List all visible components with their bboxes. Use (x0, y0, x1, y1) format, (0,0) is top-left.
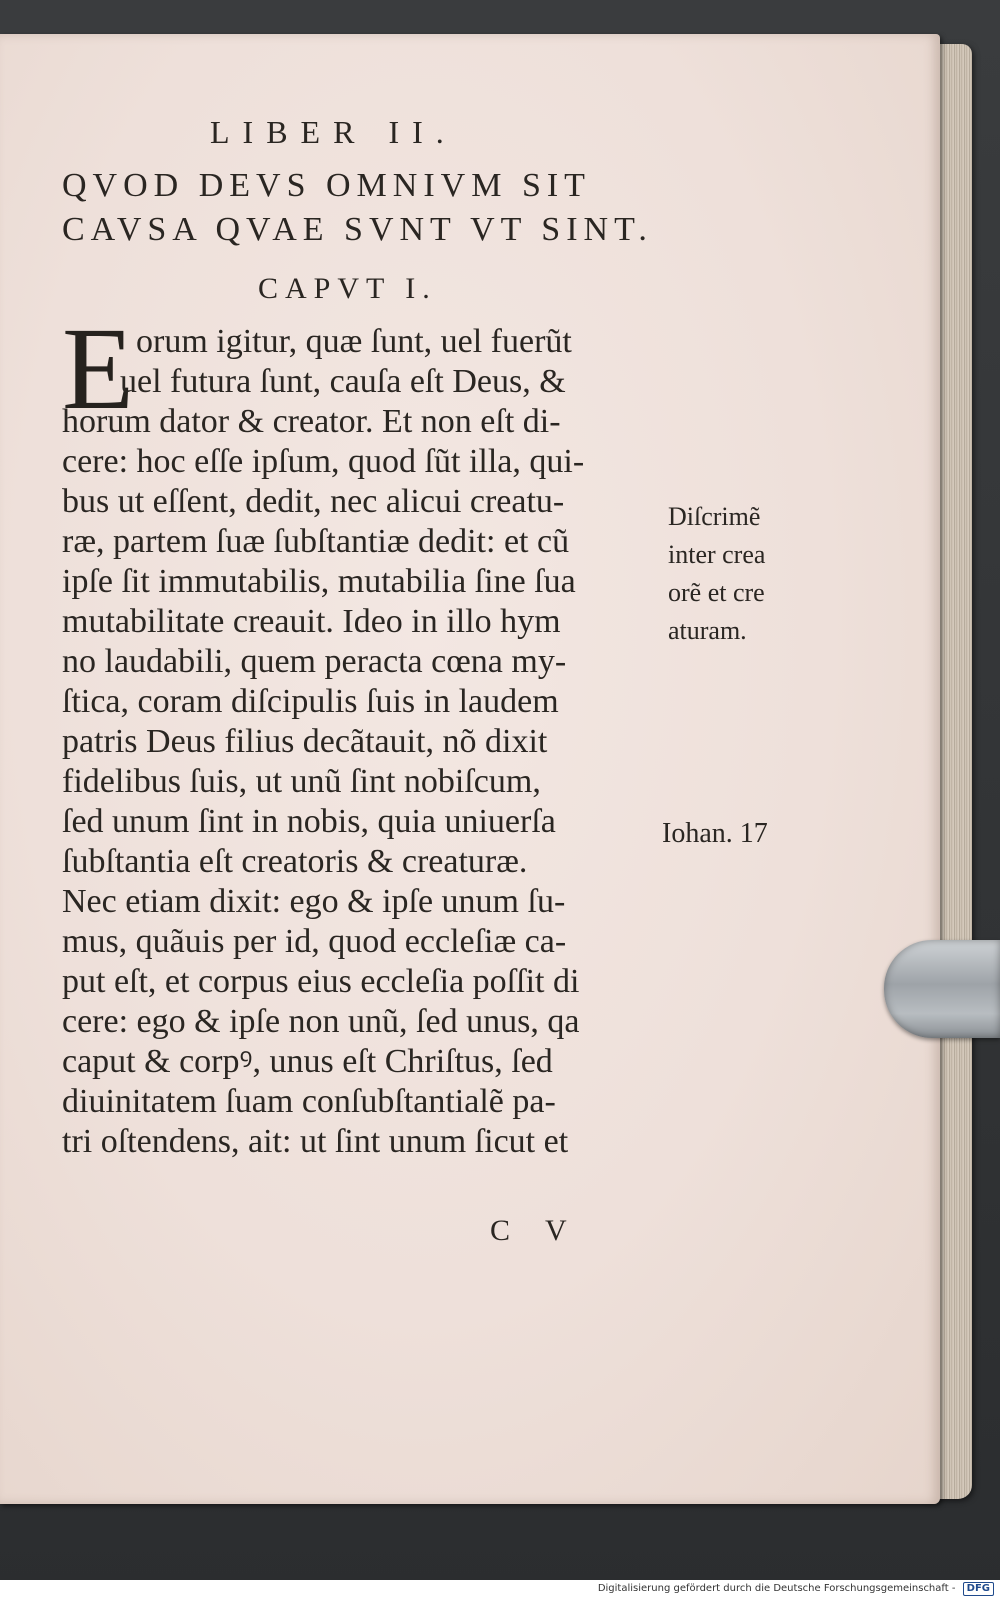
text-line: ræ, partem ſuæ ſubſtantiæ dedit: et cũ (62, 523, 570, 560)
text-line: uel futura ſunt, cauſa eſt Deus, & (120, 363, 566, 400)
text-line: bus ut eſſent, dedit, nec alicui creatu- (62, 483, 565, 520)
drop-cap: E (62, 303, 135, 434)
marginal-note-line: orẽ et cre (668, 578, 765, 607)
signature-mark: C V (490, 1214, 581, 1247)
text-line: patris Deus filius decãtauit, nõ dixit (62, 723, 548, 760)
page-sheet (0, 34, 940, 1504)
marginal-note-iohan: Iohan. 17 (662, 818, 768, 849)
dfg-logo-icon: DFG (963, 1582, 994, 1596)
title-line-1: QVOD DEVS OMNIVM SIT (62, 167, 591, 204)
text-line: mutabilitate creauit. Ideo in illo hym (62, 603, 561, 640)
text-line: no laudabili, quem peracta cœna my- (62, 643, 567, 680)
text-line: ſed unum ſint in nobis, quia uniuerſa (62, 803, 556, 840)
marginal-note-line: aturam. (668, 616, 747, 645)
text-line: ipſe ſit immutabilis, mutabilia ſine ſua (62, 563, 576, 600)
page-clip (884, 940, 1000, 1038)
title-line-2: CAVSA QVAE SVNT VT SINT. (62, 211, 653, 248)
book-title (62, 164, 662, 252)
marginal-note-line: inter crea (668, 540, 766, 569)
text-line: cere: hoc eſſe ipſum, quod ſũt illa, qui- (62, 443, 585, 480)
text-line: ſtica, coram diſcipulis ſuis in laudem (62, 683, 559, 720)
book-page (0, 34, 972, 1504)
running-head: LIBER II. (210, 114, 457, 150)
chapter-heading: CAPVT I. (258, 272, 437, 305)
text-line: mus, quãuis per id, quod eccleſiæ ca- (62, 923, 567, 960)
text-line: fidelibus ſuis, ut unũ ſint nobiſcum, (62, 763, 541, 800)
text-line: Nec etiam dixit: ego & ipſe unum ſu- (62, 883, 566, 920)
text-line: horum dator & creator. Et non eſt di- (62, 403, 561, 440)
text-line: put eſt, et corpus eius eccleſia poſſit di (62, 963, 580, 1000)
text-line: ſubſtantia eſt creatoris & creaturæ. (62, 843, 528, 880)
marginal-note-discrimen (668, 498, 765, 650)
marginal-note-line: Diſcrimẽ (668, 502, 761, 531)
footer-credit (598, 1582, 994, 1596)
text-line: caput & corpꝰ, unus eſt Chriſtus, ſed (62, 1043, 553, 1080)
text-line: cere: ego & ipſe non unũ, ſed unus, qa (62, 1003, 580, 1040)
text-line: tri oſtendens, ait: ut ſint unum ſicut et (62, 1123, 569, 1160)
text-line: orum igitur, quæ ſunt, uel fuerũt (136, 323, 572, 360)
text-line: diuinitatem ſuam conſubſtantialẽ pa- (62, 1083, 556, 1120)
footer-credit-text: Digitalisierung gefördert durch die Deutsche Forschungsgemeinschaft - (597, 1583, 956, 1594)
